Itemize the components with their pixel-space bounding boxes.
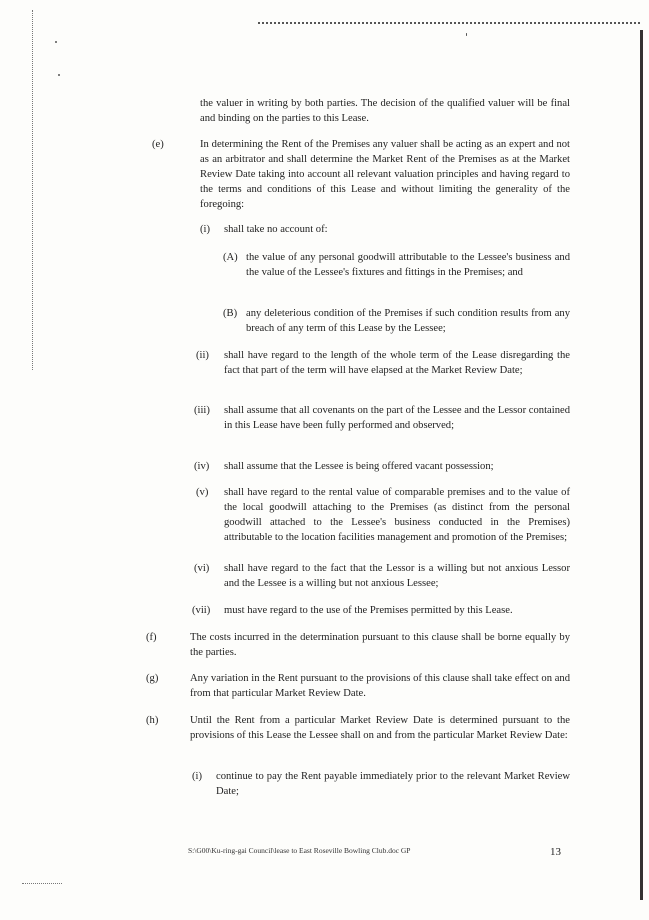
clause-e-vii-text: must have regard to the use of the Premises permitted by this Lease. (224, 605, 513, 616)
page-number: 13 (550, 846, 561, 858)
continuation-paragraph: the valuer in writing by both parties. The decision of the qualified valuer will be final and binding on the parties to this Lease. (200, 98, 570, 124)
clause-h-i-text: continue to pay the Rent payable immediately prior to the relevant Market Review Date; (216, 771, 570, 797)
clause-e-text: In determining the Rent of the Premises any valuer shall be acting as an expert and not as an arbitrator and shall determine the Market Rent of the Premises as at the Market Review Date taking into account all relevant valuation principles and having regard to the terms and conditions of this Lease and without limiting the generality of the foregoing: (200, 139, 570, 210)
clause-e-vi-label: (vi) (194, 563, 210, 574)
clause-e-iv-label: (iv) (194, 461, 210, 472)
clause-e-i-a-label: (A) (223, 252, 238, 263)
clause-e-i-b-text: any deleterious condition of the Premises if such condition results from any breach of any term of this Lease by the Lessee; (246, 308, 570, 334)
clause-e-label: (e) (152, 139, 164, 150)
footer-file-path: S:\G00\Ku-ring-gai Council\lease to East Roseville Bowling Club.doc GP (188, 846, 411, 855)
clause-h-label: (h) (146, 715, 159, 726)
clause-e-i-a-text: the value of any personal goodwill attributable to the Lessee's business and the value of the Lessee's fixtures and fittings in the Premises; and (246, 252, 570, 278)
clause-h-text: Until the Rent from a particular Market Review Date is determined pursuant to the provisions of this Lease the Lessee shall on and from the particular Market Review Date: (190, 715, 570, 741)
clause-e-i-b-label: (B) (223, 308, 238, 319)
clause-e-ii-label: (ii) (196, 350, 209, 361)
clause-f-text: The costs incurred in the determination pursuant to this clause shall be borne equally by the parties. (190, 632, 570, 658)
scan-speck (466, 33, 467, 36)
scan-top-rule (258, 22, 640, 24)
clause-e-vii-label: (vii) (192, 605, 211, 616)
clause-e-i-text: shall take no account of: (224, 224, 328, 235)
scan-bottom-rule (22, 883, 62, 884)
clause-f-label: (f) (146, 632, 157, 643)
clause-g-text: Any variation in the Rent pursuant to the provisions of this clause shall take effect on and from that particular Market Review Date. (190, 673, 570, 699)
clause-e-vi-text: shall have regard to the fact that the Lessor is a willing but not anxious Lessor and the Lessee is a willing but not anxious Lessee; (224, 563, 570, 589)
clause-e-i-label: (i) (200, 224, 210, 235)
clause-e-v-label: (v) (196, 487, 209, 498)
clause-e-iv-text: shall assume that the Lessee is being offered vacant possession; (224, 461, 494, 472)
scan-speck (55, 41, 57, 43)
scan-right-edge (640, 30, 643, 900)
clause-e-ii-text: shall have regard to the length of the whole term of the Lease disregarding the fact that part of the term will have elapsed at the Market Review Date; (224, 350, 570, 376)
clause-e-v-text: shall have regard to the rental value of comparable premises and to the value of the local goodwill attaching to the Premises (as distinct from the personal goodwill attached to the Lessee's business conducted in the Premises) attributable to the location facilities management and promotion of the Premises; (224, 487, 570, 543)
clause-e-iii-label: (iii) (194, 405, 210, 416)
scan-left-rule (32, 10, 33, 370)
clause-g-label: (g) (146, 673, 159, 684)
clause-e-iii-text: shall assume that all covenants on the part of the Lessee and the Lessor contained in this Lease have been fully performed and observed; (224, 405, 570, 431)
scan-speck (58, 74, 60, 76)
clause-h-i-label: (i) (192, 771, 202, 782)
